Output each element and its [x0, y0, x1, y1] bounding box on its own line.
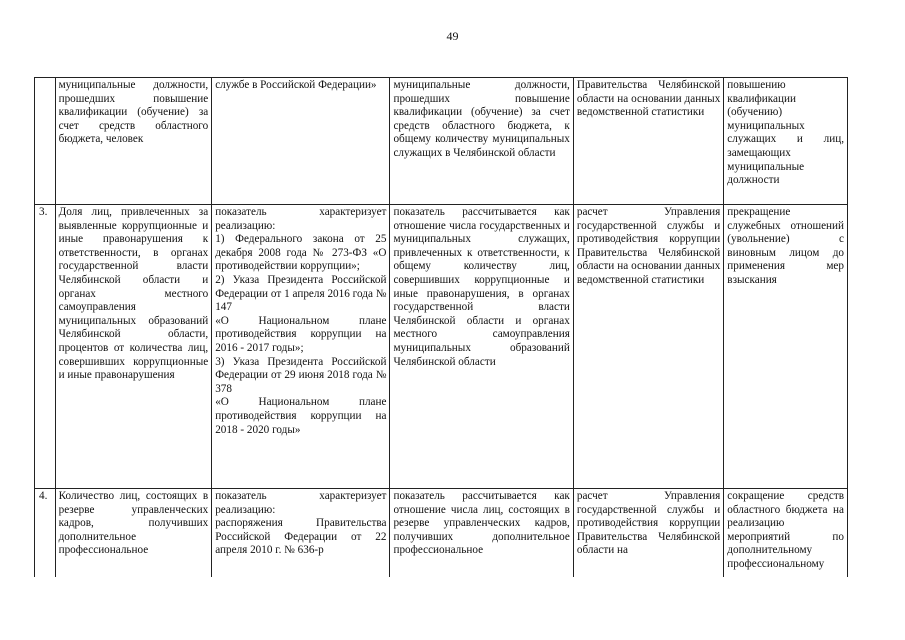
- indicator-basis-cell: показатель характеризует реализацию: распоряжения Правительства Российской Федерации от 22 апреля 2010 г. № 636-р: [212, 489, 390, 578]
- indicator-basis-cell: службе в Российской Федерации»: [212, 78, 390, 205]
- calculation-method-cell: муниципальные должности, прошедших повышение квалификации (обучение) за счет средств областного бюджета, к общему количеству муниципальных служащих в Челябинской области: [390, 78, 573, 205]
- calculation-method-cell: показатель рассчитывается как отношение числа государственных и муниципальных служащих, привлеченных к ответственности, к общему количеству лиц, совершивших коррупционные и иные правонарушения, в органах государственной власти Челябинской области и органах местного самоуправления муниципальных образований Челябинской области: [390, 205, 573, 489]
- indicator-basis-cell: показатель характеризует реализацию: 1) Федерального закона от 25 декабря 2008 года № 273-ФЗ «О противодействии коррупции»; 2) Указа Президента Российской Федерации от 1 апреля 2016 года № 147 «О Национальном плане противодействия коррупции на 2016 - 2017 годы»; 3) Указа Президента Российской Федерации от 29 июня 2018 года № 378 «О Национальном плане противодействия коррупции на 2018 - 2020 годы»: [212, 205, 390, 489]
- table-row: [35, 489, 848, 578]
- row-number: 3.: [35, 205, 56, 489]
- indicator-name-cell: Количество лиц, состоящих в резерве управленческих кадров, получивших дополнительное профессиональное: [55, 489, 212, 578]
- row-number: 4.: [35, 489, 56, 578]
- data-source-cell: Правительства Челябинской области на основании данных ведомственной статистики: [573, 78, 723, 205]
- effect-cell: сокращение средств областного бюджета на реализацию мероприятий по дополнительному профессиональному: [724, 489, 848, 578]
- indicators-table: [34, 77, 848, 577]
- data-source-cell: расчет Управления государственной службы и противодействия коррупции Правительства Челябинской области на: [573, 489, 723, 578]
- effect-cell: повышению квалификации (обучению) муниципальных служащих и лиц, замещающих муниципальные должности: [724, 78, 848, 205]
- table-row: [35, 78, 848, 205]
- row-number: [35, 78, 56, 205]
- effect-cell: прекращение служебных отношений (увольнение) с виновным лицом до применения мер взыскания: [724, 205, 848, 489]
- page-number: 49: [446, 29, 459, 43]
- indicator-name-cell: муниципальные должности, прошедших повышение квалификации (обучение) за счет средств областного бюджета, человек: [55, 78, 212, 205]
- indicator-name-cell: Доля лиц, привлеченных за выявленные коррупционные и иные правонарушения к ответственности, в органах государственной власти Челябинской области и органах местного самоуправления муниципальных образований Челябинской области, процентов от количества лиц, совершивших коррупционные и иные правонарушения: [55, 205, 212, 489]
- data-source-cell: расчет Управления государственной службы и противодействия коррупции Правительства Челябинской области на основании данных ведомственной статистики: [573, 205, 723, 489]
- calculation-method-cell: показатель рассчитывается как отношение числа лиц, состоящих в резерве управленческих кадров, получивших дополнительное профессиональное: [390, 489, 573, 578]
- table-row: [35, 205, 848, 489]
